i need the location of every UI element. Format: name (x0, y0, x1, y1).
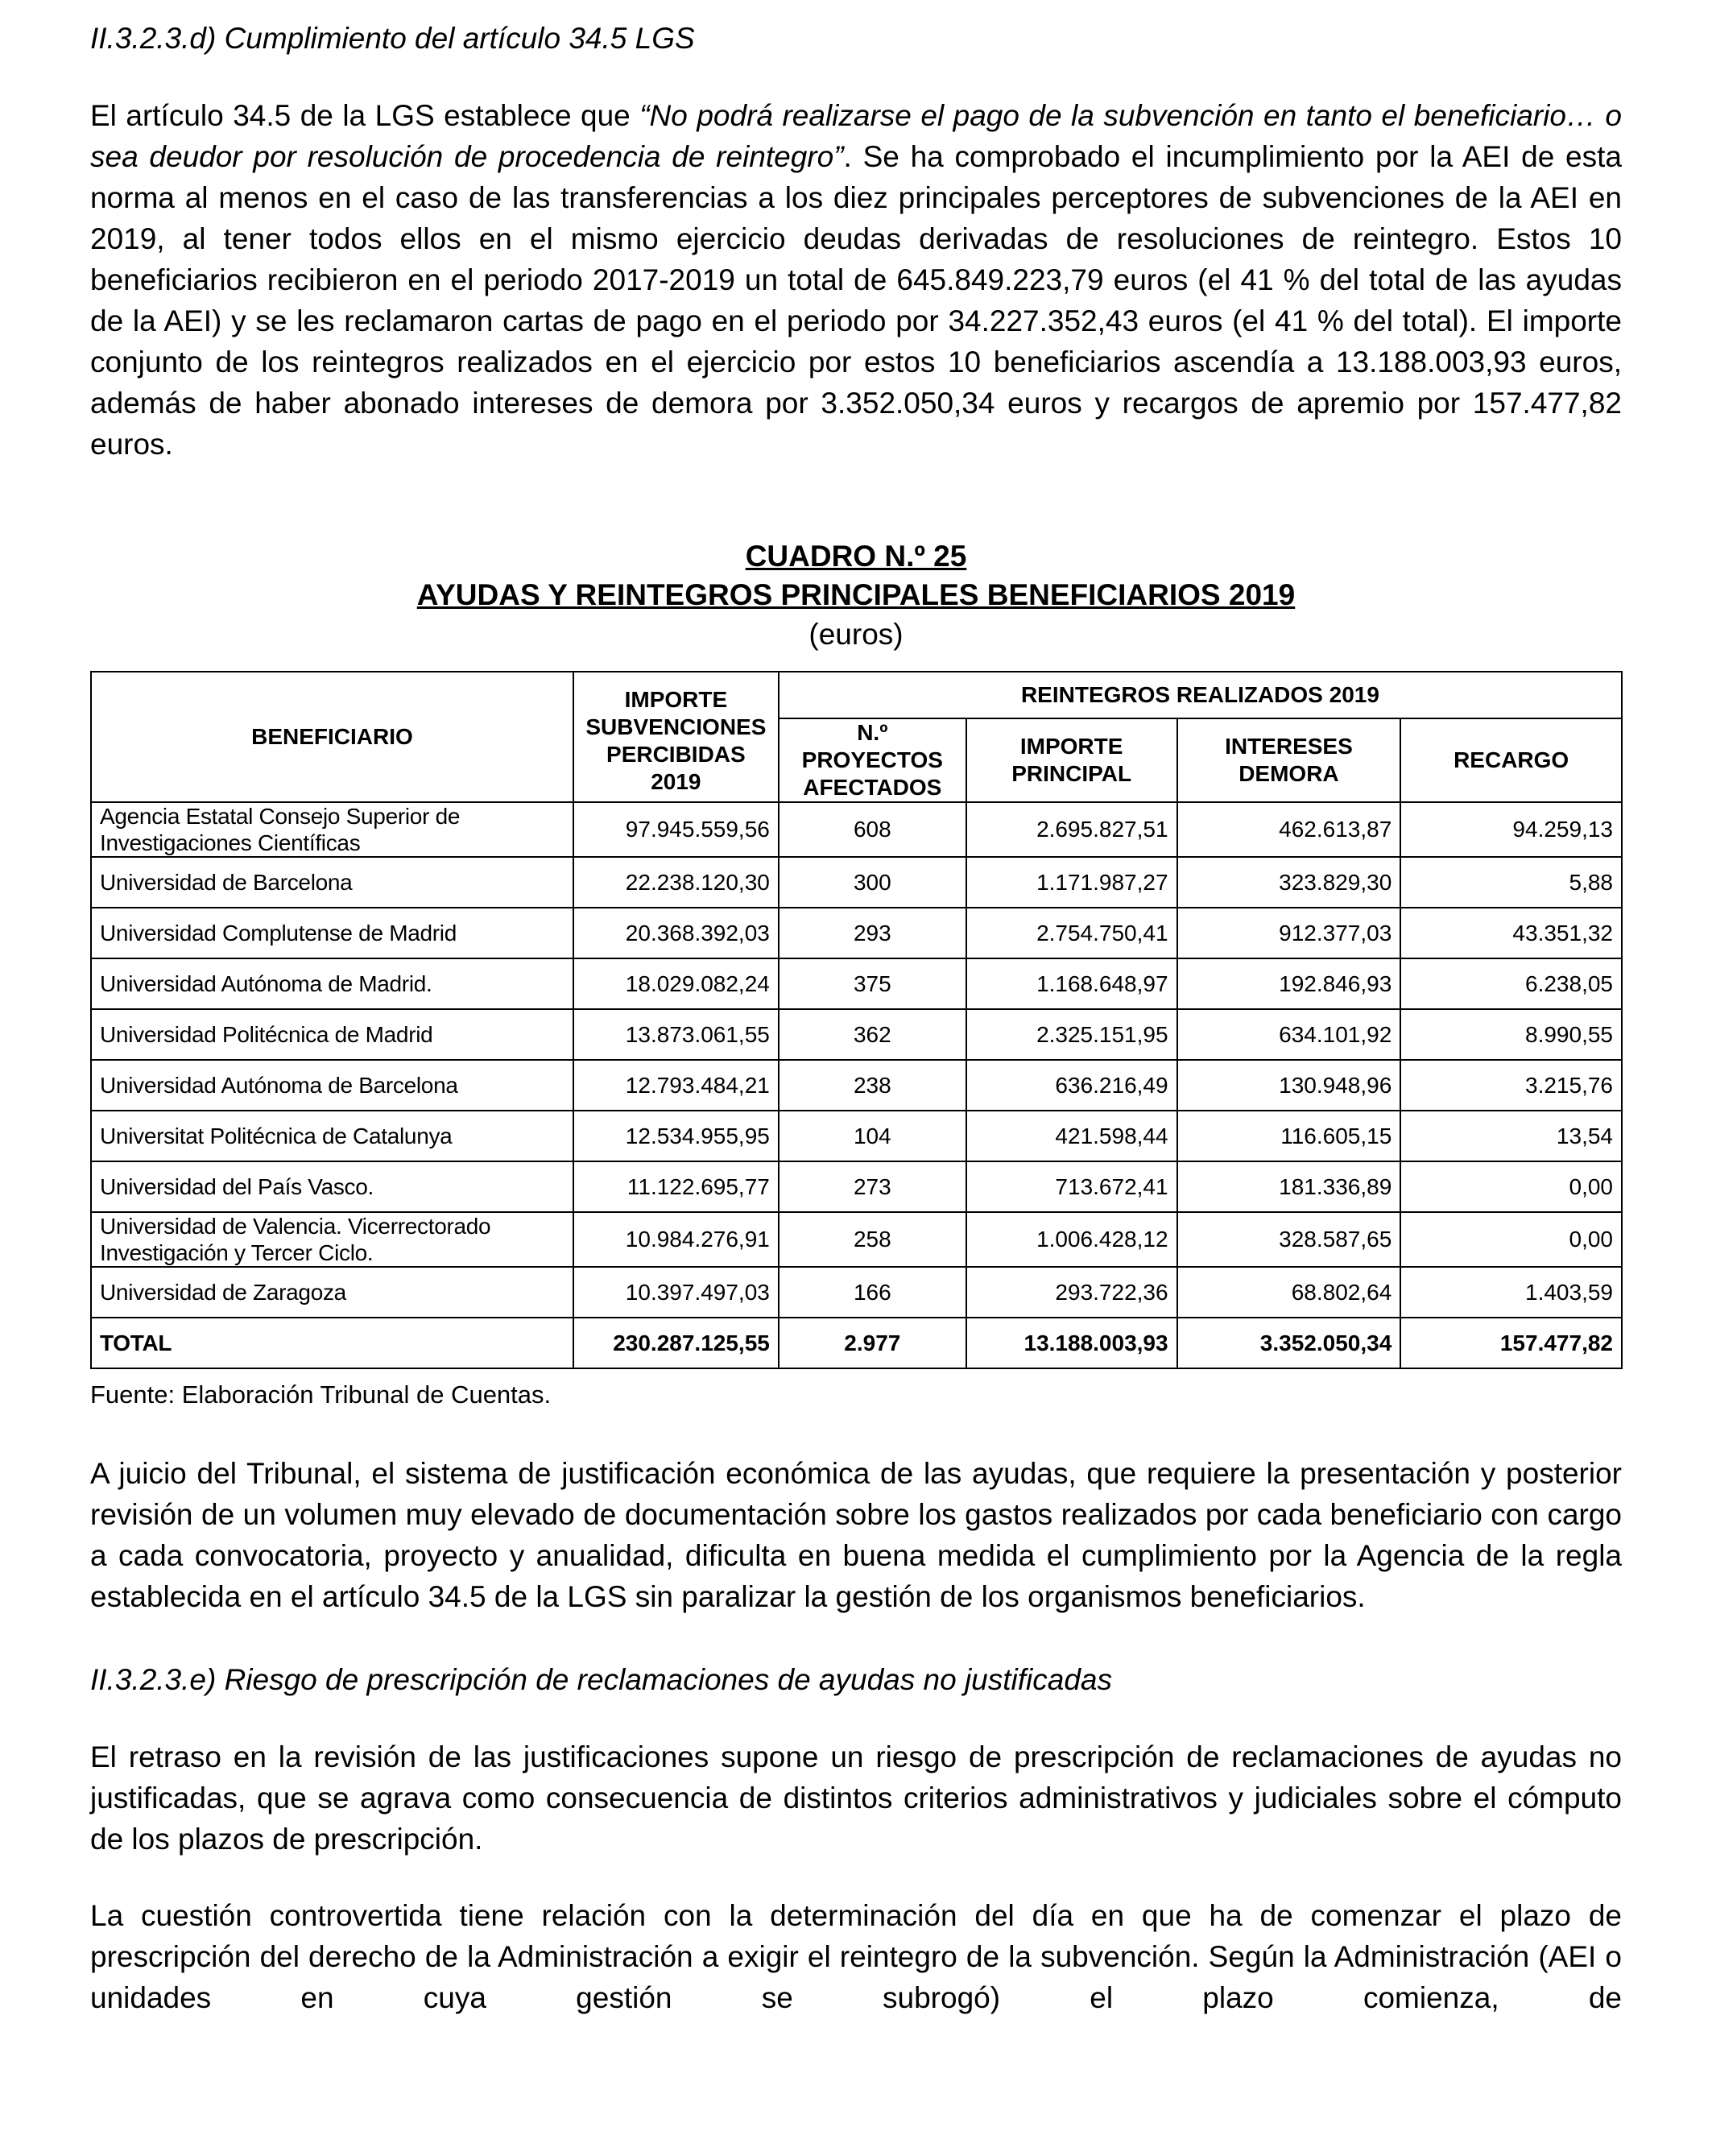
cell-recargo: 43.351,32 (1400, 908, 1622, 958)
beneficiaries-table (90, 671, 1623, 1369)
cell-principal: 293.722,36 (966, 1267, 1177, 1318)
table-total-row (91, 1318, 1622, 1368)
cell-proy: 238 (779, 1060, 966, 1111)
cell-intereses: 912.377,03 (1177, 908, 1401, 958)
cell-name: Universitat Politécnica de Catalunya (91, 1111, 573, 1161)
cell-subv: 18.029.082,24 (573, 958, 779, 1009)
cell-intereses: 192.846,93 (1177, 958, 1401, 1009)
table-row (91, 1212, 1622, 1267)
cell-proy: 2.977 (779, 1318, 966, 1368)
section-e-paragraph-1: El retraso en la revisión de las justificaciones supone un riesgo de prescripción de reclamaciones de ayudas no justificadas, que se agrava como consecuencia de distintos criterios administrativos y judiciales sobre el cómputo de los plazos de prescripción. (90, 1740, 1622, 1856)
section-e-paragraph-2: La cuestión controvertida tiene relación con la determinación del día en que ha de comenzar el plazo de prescripción del derecho de la Administración a exigir el reintegro de la subvención. Según la Administración (AEI o unidades en cuya gestión se subrogó) el plazo comienza, de (90, 1899, 1622, 2014)
law-quote: “No podrá realizarse el pago de la subvención en tanto el beneficiario… o sea deudor por resolución de procedencia de reintegro” (90, 99, 1622, 173)
cell-subv: 12.793.484,21 (573, 1060, 779, 1111)
cell-name: Universidad Complutense de Madrid (91, 908, 573, 958)
cell-subv: 12.534.955,95 (573, 1111, 779, 1161)
table-source: Fuente: Elaboración Tribunal de Cuentas. (90, 1380, 552, 1409)
cell-principal: 2.754.750,41 (966, 908, 1177, 958)
cell-intereses: 323.829,30 (1177, 857, 1401, 908)
cell-proy: 273 (779, 1161, 966, 1212)
cell-principal: 1.006.428,12 (966, 1212, 1177, 1267)
cell-recargo: 5,88 (1400, 857, 1622, 908)
cell-principal: 13.188.003,93 (966, 1318, 1177, 1368)
table-row (91, 1009, 1622, 1060)
cell-name: Agencia Estatal Consejo Superior de Investigaciones Científicas (91, 802, 573, 857)
cell-proy: 293 (779, 908, 966, 958)
cell-principal: 713.672,41 (966, 1161, 1177, 1212)
table-caption (90, 537, 1622, 655)
cell-recargo: 0,00 (1400, 1161, 1622, 1212)
table-row (91, 1161, 1622, 1212)
cell-name: Universidad Politécnica de Madrid (91, 1009, 573, 1060)
header-reintegros-group: REINTEGROS REALIZADOS 2019 (779, 672, 1622, 718)
cell-principal: 2.325.151,95 (966, 1009, 1177, 1060)
cell-proy: 258 (779, 1212, 966, 1267)
cell-principal: 1.168.648,97 (966, 958, 1177, 1009)
cell-proy: 104 (779, 1111, 966, 1161)
cell-name: Universidad del País Vasco. (91, 1161, 573, 1212)
cell-intereses: 328.587,65 (1177, 1212, 1401, 1267)
cell-proy: 166 (779, 1267, 966, 1318)
header-beneficiario: BENEFICIARIO (91, 672, 573, 802)
cell-intereses: 130.948,96 (1177, 1060, 1401, 1111)
cell-principal: 1.171.987,27 (966, 857, 1177, 908)
cell-proy: 362 (779, 1009, 966, 1060)
table-row (91, 857, 1622, 908)
cell-subv: 11.122.695,77 (573, 1161, 779, 1212)
cell-intereses: 3.352.050,34 (1177, 1318, 1401, 1368)
cuadro-number: CUADRO N.º 25 (745, 540, 967, 573)
table-row (91, 1267, 1622, 1318)
section-d-paragraph: El artículo 34.5 de la LGS establece que “No podrá realizarse el pago de la subvención en tanto el beneficiario… o sea deudor por resolución de procedencia de reintegro”. Se ha comprobado el incumplimiento por la AEI de esta norma al menos en el caso de las transferencias a los diez principales perceptores de subvenciones de la AEI en 2019, al tener todos ellos en el mismo ejercicio deudas derivadas de resoluciones de reintegro. Estos 10 beneficiarios recibieron en el periodo 2017-2019 un total de 645.849.223,79 euros (el 41 % del total de las ayudas de la AEI) y se les reclamaron cartas de pago en el periodo por 34.227.352,43 euros (el 41 % del total). El importe conjunto de los reintegros realizados en el ejercicio por estos 10 beneficiarios ascendía a 13.188.003,93 euros, además de haber abonado intereses de demora por 3.352.050,34 euros y recargos de apremio por 157.477,82 euros. (90, 99, 1622, 461)
header-importe-subvenciones: IMPORTE SUBVENCIONES PERCIBIDAS 2019 (573, 672, 779, 802)
header-intereses: INTERESES DEMORA (1177, 718, 1401, 802)
cell-principal: 2.695.827,51 (966, 802, 1177, 857)
cell-principal: 636.216,49 (966, 1060, 1177, 1111)
table-row (91, 1060, 1622, 1111)
document-page (90, 18, 1622, 2018)
table-row (91, 958, 1622, 1009)
cell-recargo: 157.477,82 (1400, 1318, 1622, 1368)
cell-subv: 22.238.120,30 (573, 857, 779, 908)
cell-proy: 375 (779, 958, 966, 1009)
section-d-heading: II.3.2.3.d) Cumplimiento del artículo 34.5 LGS (90, 22, 695, 55)
cell-name: Universidad Autónoma de Barcelona (91, 1060, 573, 1111)
cell-intereses: 68.802,64 (1177, 1267, 1401, 1318)
cuadro-unit: (euros) (808, 618, 904, 651)
cell-name: Universidad de Barcelona (91, 857, 573, 908)
cell-proy: 608 (779, 802, 966, 857)
cell-recargo: 94.259,13 (1400, 802, 1622, 857)
cuadro-title: AYUDAS Y REINTEGROS PRINCIPALES BENEFICIARIOS 2019 (416, 578, 1296, 611)
header-importe-principal: IMPORTE PRINCIPAL (966, 718, 1177, 802)
cell-recargo: 1.403,59 (1400, 1267, 1622, 1318)
cell-principal: 421.598,44 (966, 1111, 1177, 1161)
cell-name: Universidad de Valencia. Vicerrectorado Investigación y Tercer Ciclo. (91, 1212, 573, 1267)
header-recargo: RECARGO (1400, 718, 1622, 802)
cell-recargo: 6.238,05 (1400, 958, 1622, 1009)
cell-recargo: 8.990,55 (1400, 1009, 1622, 1060)
cell-intereses: 634.101,92 (1177, 1009, 1401, 1060)
cell-subv: 10.984.276,91 (573, 1212, 779, 1267)
cell-intereses: 181.336,89 (1177, 1161, 1401, 1212)
table-row (91, 908, 1622, 958)
juicio-paragraph: A juicio del Tribunal, el sistema de justificación económica de las ayudas, que requiere la presentación y posterior revisión de un volumen muy elevado de documentación sobre los gastos realizados por cada beneficiario con cargo a cada convocatoria, proyecto y anualidad, dificulta en buena medida el cumplimiento por la Agencia de la regla establecida en el artículo 34.5 de la LGS sin paralizar la gestión de los organismos beneficiarios. (90, 1457, 1622, 1613)
cell-subv: 20.368.392,03 (573, 908, 779, 958)
cell-subv: 230.287.125,55 (573, 1318, 779, 1368)
cell-intereses: 462.613,87 (1177, 802, 1401, 857)
cell-subv: 13.873.061,55 (573, 1009, 779, 1060)
cell-name: TOTAL (91, 1318, 573, 1368)
cell-recargo: 3.215,76 (1400, 1060, 1622, 1111)
table-row (91, 802, 1622, 857)
cell-name: Universidad Autónoma de Madrid. (91, 958, 573, 1009)
cell-recargo: 0,00 (1400, 1212, 1622, 1267)
header-proyectos: N.º PROYECTOS AFECTADOS (779, 718, 966, 802)
cell-subv: 10.397.497,03 (573, 1267, 779, 1318)
cell-proy: 300 (779, 857, 966, 908)
cell-recargo: 13,54 (1400, 1111, 1622, 1161)
cell-name: Universidad de Zaragoza (91, 1267, 573, 1318)
cell-subv: 97.945.559,56 (573, 802, 779, 857)
cell-intereses: 116.605,15 (1177, 1111, 1401, 1161)
table-row (91, 1111, 1622, 1161)
section-e-heading: II.3.2.3.e) Riesgo de prescripción de reclamaciones de ayudas no justificadas (90, 1663, 1112, 1696)
